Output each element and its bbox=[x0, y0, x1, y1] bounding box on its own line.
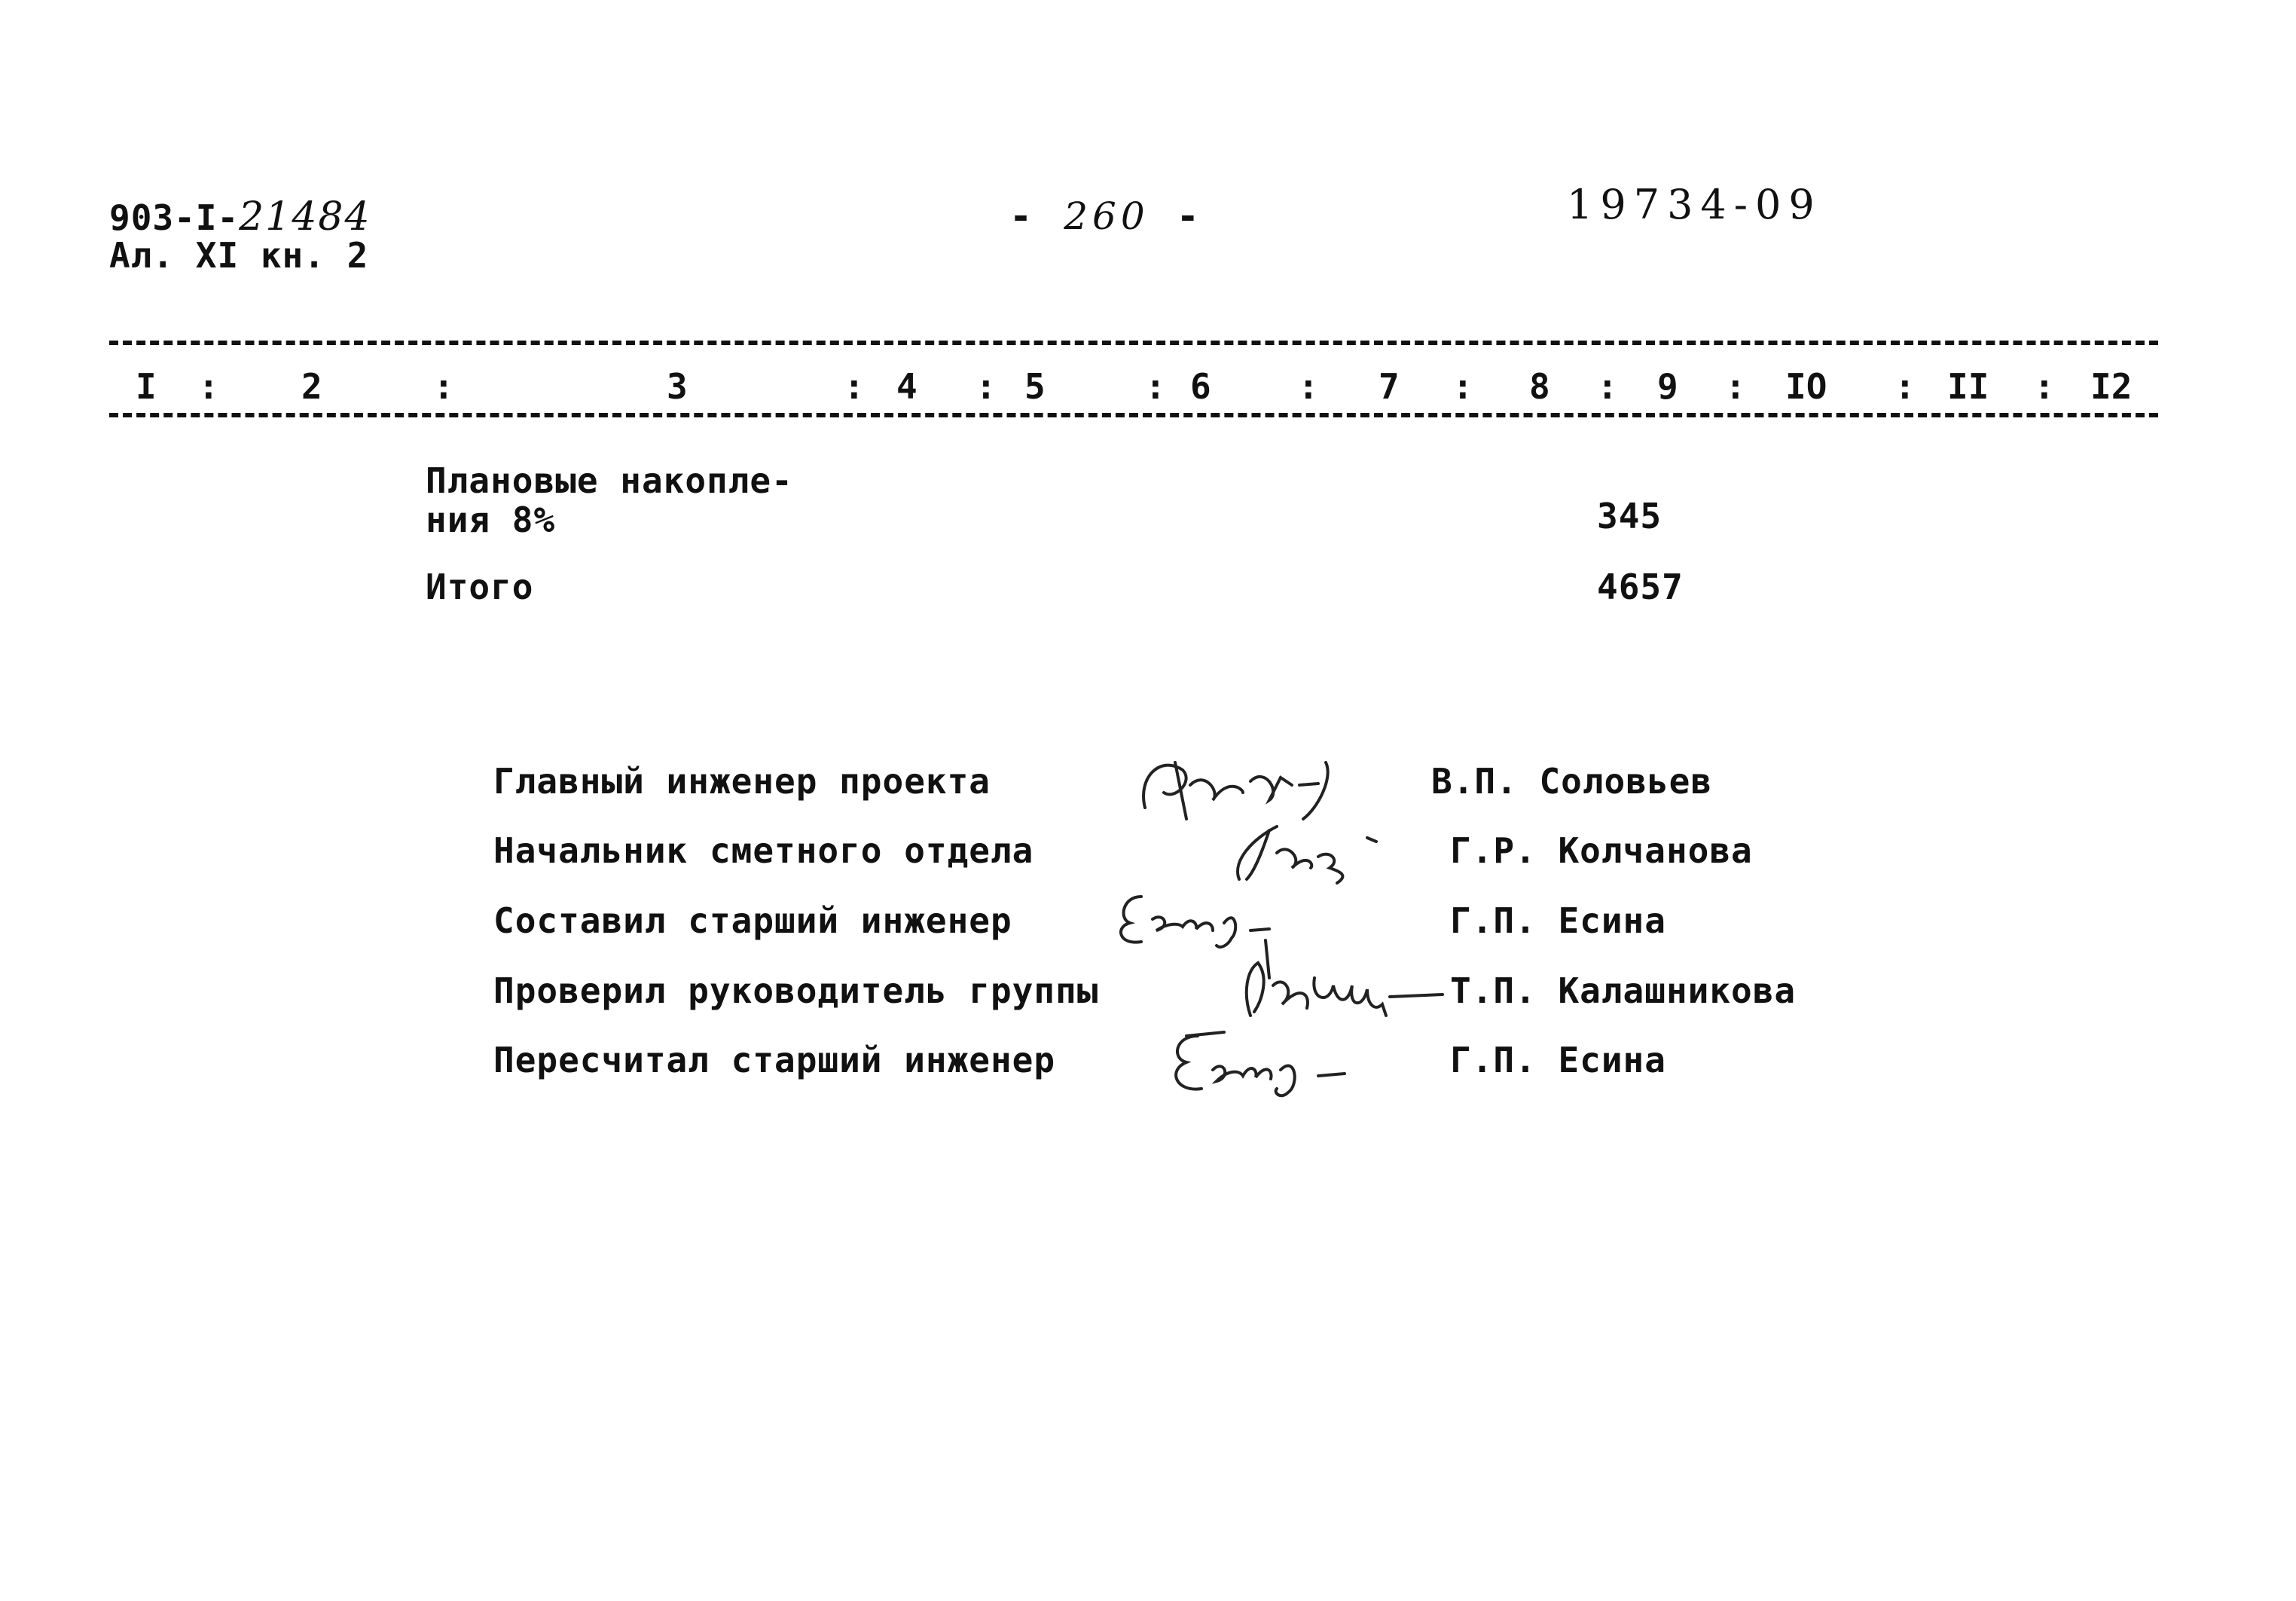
signatory-name: Г.П. Есина bbox=[1450, 1040, 1666, 1080]
total-value: 4657 bbox=[1597, 567, 1684, 607]
document-code bbox=[109, 194, 371, 240]
column-number: 9 bbox=[1657, 366, 1678, 407]
column-separator: : bbox=[1597, 366, 1618, 407]
column-separator: : bbox=[1298, 366, 1319, 407]
column-number: I bbox=[136, 366, 157, 407]
page-number-handwritten: 260 bbox=[1064, 194, 1150, 238]
table-top-rule bbox=[109, 341, 2158, 345]
column-number-underline bbox=[109, 413, 2158, 417]
column-separator: : bbox=[844, 366, 865, 407]
column-separator: : bbox=[198, 366, 219, 407]
column-number: 8 bbox=[1529, 366, 1550, 407]
signature-role: Главный инженер проекта bbox=[493, 761, 991, 802]
document-code-typed: 903-I- bbox=[109, 197, 240, 238]
column-number: 6 bbox=[1190, 366, 1211, 407]
document-code-handwritten: 21484 bbox=[239, 194, 371, 240]
column-number: II bbox=[1947, 366, 1989, 407]
signatory-name: Т.П. Калашникова bbox=[1450, 970, 1797, 1011]
album-book-line: Ал. XI кн. 2 bbox=[109, 235, 369, 276]
column-number: 4 bbox=[896, 366, 917, 407]
column-number: IO bbox=[1785, 366, 1827, 407]
page-number bbox=[1009, 194, 1204, 238]
archive-number: 19734-09 bbox=[1567, 181, 1822, 228]
planned-savings-value: 345 bbox=[1597, 496, 1662, 536]
signature-row bbox=[493, 1040, 2151, 1085]
column-number: 7 bbox=[1379, 366, 1400, 407]
total-label: Итого bbox=[426, 567, 534, 607]
signature-row bbox=[493, 761, 2151, 806]
column-number: I2 bbox=[2090, 366, 2133, 407]
signatory-name: Г.П. Есина bbox=[1450, 900, 1666, 941]
signature-role: Составил старший инженер bbox=[493, 900, 1012, 941]
column-separator: : bbox=[1145, 366, 1166, 407]
page-number-dash-right: - bbox=[1176, 194, 1204, 238]
signature-role: Проверил руководитель группы bbox=[493, 970, 1099, 1011]
column-number: 5 bbox=[1024, 366, 1046, 407]
column-separator: : bbox=[2034, 366, 2055, 407]
column-separator: : bbox=[1452, 366, 1473, 407]
planned-savings-label-line1: Плановые накопле- bbox=[426, 460, 793, 501]
column-separator: : bbox=[975, 366, 997, 407]
page-number-dash-left: - bbox=[1009, 194, 1037, 238]
signatory-name: В.П. Соловьев bbox=[1431, 761, 1713, 802]
column-number-row bbox=[109, 366, 2158, 419]
signatory-name: Г.Р. Колчанова bbox=[1450, 830, 1753, 871]
signature-role: Начальник сметного отдела bbox=[493, 830, 1034, 871]
signature-role: Пересчитал старший инженер bbox=[493, 1040, 1056, 1080]
column-separator: : bbox=[1895, 366, 1916, 407]
signature-row bbox=[493, 970, 2151, 1016]
planned-savings-label-line2: ния 8% bbox=[426, 500, 556, 540]
column-separator: : bbox=[433, 366, 454, 407]
handwritten-signature-5 bbox=[1156, 1017, 1367, 1100]
handwritten-signature-4 bbox=[1228, 933, 1446, 1031]
column-number: 2 bbox=[301, 366, 322, 407]
signature-row bbox=[493, 830, 2151, 875]
planned-savings-label bbox=[426, 461, 793, 539]
column-number: 3 bbox=[667, 366, 688, 407]
column-separator: : bbox=[1725, 366, 1746, 407]
